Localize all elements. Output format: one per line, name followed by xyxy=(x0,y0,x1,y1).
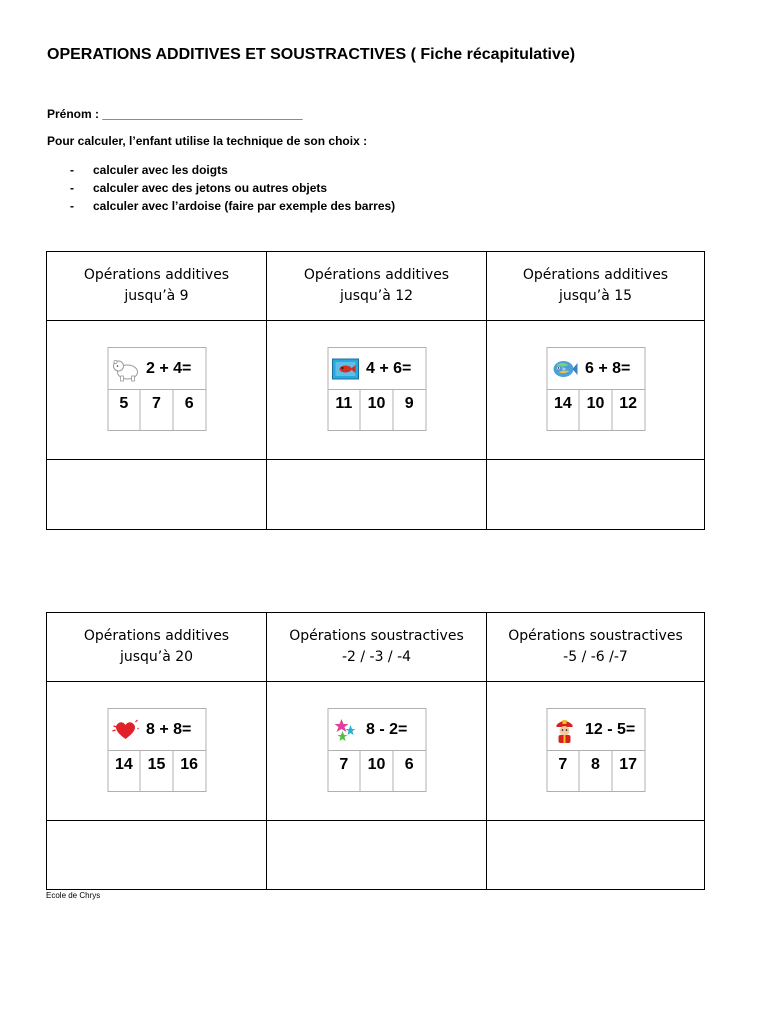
answer-choice: 8 xyxy=(580,751,613,792)
answer-choice: 11 xyxy=(328,390,361,431)
answer-cell[interactable] xyxy=(267,460,487,529)
list-item: - calculer avec l’ardoise (faire par exemple des barres) xyxy=(70,199,396,213)
answer-cell[interactable] xyxy=(487,460,704,529)
answer-choice: 7 xyxy=(141,390,174,431)
answer-choice: 16 xyxy=(180,756,199,773)
stars-icon xyxy=(330,715,360,745)
operation-expression: 6 + 8= xyxy=(585,359,631,377)
list-item: - calculer avec des jetons ou autres objets xyxy=(70,181,328,195)
card-cell xyxy=(487,682,704,821)
answer-choice: 14 xyxy=(547,390,580,431)
operation-card xyxy=(327,347,426,431)
column-header: Opérations soustractives -2 / -3 / -4 xyxy=(267,613,487,682)
answer-choice: 10 xyxy=(361,390,394,431)
operation-expression: 8 - 2= xyxy=(366,720,408,738)
operation-card xyxy=(546,708,645,792)
operations-table-1 xyxy=(46,251,705,530)
prenom-line: Prénom : ______________________________ xyxy=(47,107,303,121)
answer-choice: 17 xyxy=(619,756,638,773)
operation-card xyxy=(107,708,206,792)
footer-credit: Ecole de Chrys xyxy=(46,891,101,900)
operation-expression: 8 + 8= xyxy=(146,720,192,738)
heart-icon xyxy=(110,715,140,745)
methods-list xyxy=(70,161,395,215)
firefighter-icon xyxy=(549,715,579,745)
rainbow-fish-icon xyxy=(549,354,579,384)
answer-choice: 6 xyxy=(404,756,414,773)
operation-expression: 4 + 6= xyxy=(366,359,412,377)
operations-table-2 xyxy=(46,612,705,890)
answer-choice: 10 xyxy=(361,751,394,792)
answer-choice: 7 xyxy=(328,751,361,792)
card-cell xyxy=(487,321,704,460)
card-cell xyxy=(267,682,487,821)
answer-choice: 12 xyxy=(619,395,638,412)
column-header: Opérations additives jusqu’à 9 xyxy=(47,252,267,321)
page-title: OPERATIONS ADDITIVES ET SOUSTRACTIVES ( Fiche récapitulative) xyxy=(47,46,576,63)
fish-card-icon xyxy=(330,354,360,384)
card-cell xyxy=(47,682,267,821)
card-cell xyxy=(267,321,487,460)
operation-card xyxy=(327,708,426,792)
operation-expression: 12 - 5= xyxy=(585,720,636,738)
column-header: Opérations additives jusqu’à 12 xyxy=(267,252,487,321)
operation-card xyxy=(546,347,645,431)
operation-expression: 2 + 4= xyxy=(146,359,192,377)
answer-choice: 14 xyxy=(108,751,141,792)
answer-choice: 9 xyxy=(404,395,414,412)
column-header: Opérations additives jusqu’à 20 xyxy=(47,613,267,682)
operation-card xyxy=(107,347,206,431)
column-header: Opérations additives jusqu’à 15 xyxy=(487,252,704,321)
answer-choice: 5 xyxy=(108,390,141,431)
polar-bear-icon xyxy=(110,354,140,384)
card-cell xyxy=(47,321,267,460)
answer-choice: 15 xyxy=(141,751,174,792)
answer-cell[interactable] xyxy=(267,821,487,889)
answer-choice: 10 xyxy=(580,390,613,431)
answer-cell[interactable] xyxy=(47,821,267,889)
intro-text: Pour calculer, l’enfant utilise la technique de son choix : xyxy=(47,134,368,148)
column-header: Opérations soustractives -5 / -6 /-7 xyxy=(487,613,704,682)
answer-cell[interactable] xyxy=(47,460,267,529)
list-item: - calculer avec les doigts xyxy=(70,163,228,177)
answer-choice: 7 xyxy=(547,751,580,792)
answer-choice: 6 xyxy=(184,395,194,412)
answer-cell[interactable] xyxy=(487,821,704,889)
